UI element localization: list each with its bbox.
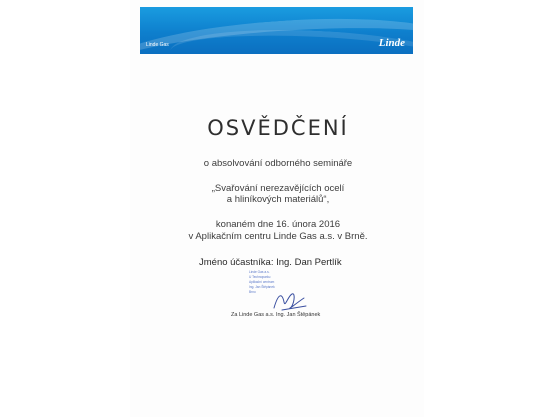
stamp-line: Ing. Jan Štěpánek <box>249 285 275 289</box>
linde-logo: Linde <box>378 37 405 49</box>
header-banner <box>140 7 413 54</box>
stamp-line: Aplikační centrum <box>249 280 275 284</box>
seminar-name-line2: a hliníkových materiálů“, <box>226 194 330 205</box>
stamp-line: Linde Gas a.s. <box>249 270 270 274</box>
participant-name: Jméno účastníka: Ing. Dan Pertlík <box>199 257 342 268</box>
seminar-place: v Aplikačním centru Linde Gas a.s. v Brně. <box>188 231 368 242</box>
stamp-line: U Technoparku <box>249 275 271 279</box>
stamp-line: Brno <box>249 290 256 294</box>
seminar-date: konaném dne 16. února 2016 <box>215 219 341 230</box>
paper-sheet <box>130 0 424 417</box>
seminar-name-line1: „Svařování nerezavějících ocelí <box>211 183 345 194</box>
signature-caption: Za Linde Gas a.s. Ing. Jan Štěpánek <box>231 312 321 318</box>
handwritten-signature <box>270 288 310 314</box>
certificate-title: OSVĚDČENÍ <box>207 116 349 140</box>
certificate-subtitle: o absolvování odborného semináře <box>203 158 353 169</box>
company-name: Linde Gas <box>146 42 169 48</box>
